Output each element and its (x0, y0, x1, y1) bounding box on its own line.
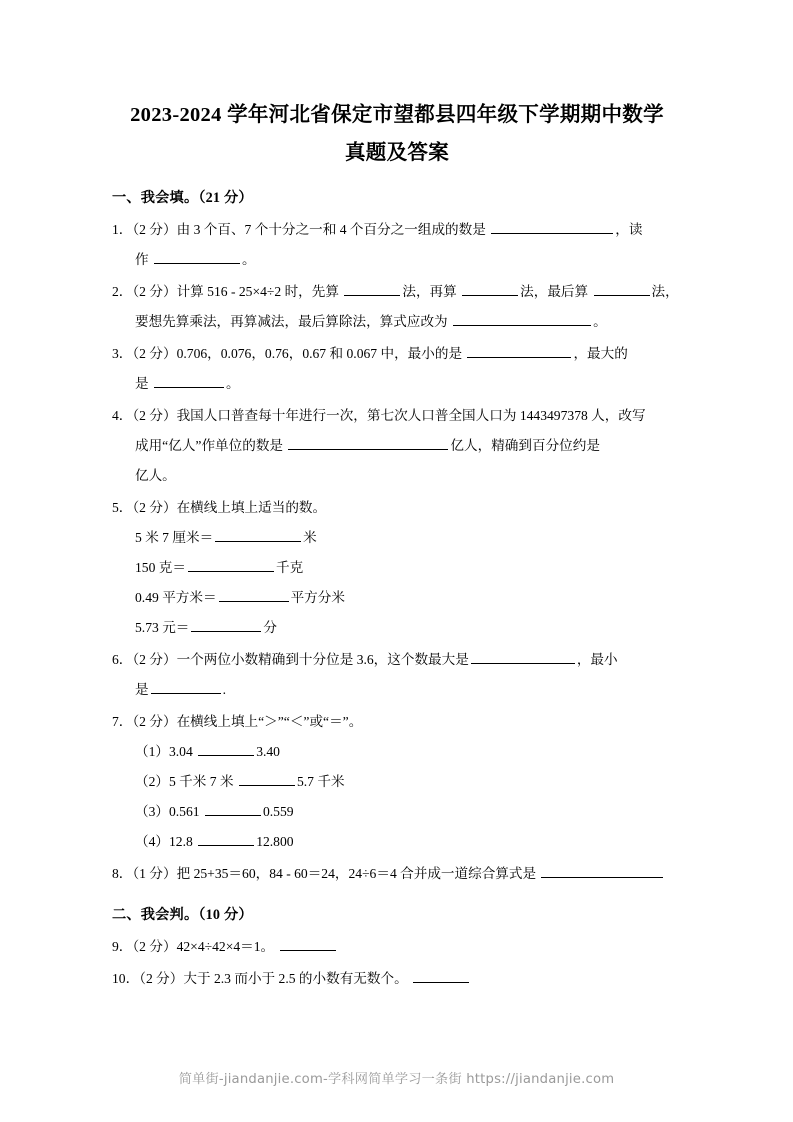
question-7-item-3-right: 0.559 (262, 804, 294, 819)
question-3-text-c: 是 (135, 376, 149, 391)
question-3-line-2 (112, 369, 682, 399)
answer-blank[interactable] (453, 313, 591, 327)
question-9 (112, 932, 682, 962)
question-6 (112, 645, 682, 705)
question-1-score: （2 分） (132, 222, 177, 237)
question-1-text-b: ，读 (615, 222, 643, 237)
question-9-number: 9． (112, 939, 133, 954)
question-5-item-2-right: 千克 (275, 560, 304, 575)
question-7 (112, 707, 682, 857)
question-4-score: （2 分） (132, 408, 177, 423)
question-8-score: （1 分） (132, 866, 177, 881)
question-1-text-d: 。 (242, 252, 256, 267)
question-2-score: （2 分） (132, 284, 177, 299)
question-5-item-2-left: 150 克＝ (135, 560, 186, 575)
answer-blank[interactable] (191, 619, 261, 633)
question-5-item-3 (112, 583, 682, 613)
question-3 (112, 339, 682, 399)
question-5-item-1-right: 米 (303, 530, 317, 545)
question-10-number: 10． (112, 971, 140, 986)
question-6-text-a: 一个两位小数精确到十分位是 3.6，这个数最大是 (176, 652, 469, 667)
question-2-line-2 (112, 307, 682, 337)
question-7-item-2-left: 5 千米 7 米 (168, 774, 234, 789)
question-7-item-4-left: 12.8 (168, 834, 193, 849)
question-10-score: （2 分） (139, 971, 184, 986)
question-7-item-1-left: 3.04 (168, 744, 193, 759)
question-5 (112, 493, 682, 643)
answer-blank[interactable] (188, 559, 274, 573)
question-3-text-d: 。 (226, 376, 240, 391)
answer-blank[interactable] (280, 938, 336, 952)
question-4-text-c: 亿人，精确到百分位约是 (450, 438, 600, 453)
question-2-text-b: 法，再算 (402, 284, 457, 299)
answer-blank[interactable] (491, 221, 613, 235)
question-6-text-d: . (222, 682, 226, 697)
question-7-item-2-label: （2） (135, 774, 169, 789)
question-3-number: 3． (112, 346, 133, 361)
question-7-item-3-left: 0.561 (168, 804, 200, 819)
question-6-score: （2 分） (132, 652, 177, 667)
answer-blank[interactable] (215, 529, 301, 543)
question-4-text-d: 亿人。 (135, 468, 176, 483)
answer-blank[interactable] (467, 345, 571, 359)
question-1 (112, 215, 682, 275)
question-1-text-c: 作 (135, 252, 149, 267)
question-5-item-3-right: 平方分米 (290, 590, 345, 605)
answer-blank[interactable] (198, 743, 254, 757)
answer-blank[interactable] (205, 803, 261, 817)
answer-blank[interactable] (594, 283, 650, 297)
question-5-item-3-left: 0.49 平方米＝ (135, 590, 217, 605)
question-4-line-2 (112, 431, 682, 461)
question-2 (112, 277, 682, 337)
question-7-item-4-label: （4） (135, 834, 169, 849)
footer-watermark: 简单街-jiandanjie.com-学科网简单学习一条街 https://jiandanjie.com (178, 1072, 615, 1087)
answer-blank[interactable] (239, 773, 295, 787)
section-heading-2: 二、我会判。（10 分） (112, 907, 253, 923)
question-2-text-c: 法，最后算 (520, 284, 589, 299)
question-2-text-e: 要想先算乘法，再算减法，最后算除法，算式应改为 (135, 314, 448, 329)
question-5-item-4-left: 5.73 元＝ (135, 620, 190, 635)
question-3-text-b: ，最大的 (573, 346, 628, 361)
answer-blank[interactable] (344, 283, 400, 297)
question-2-text-a: 计算 516 - 25×4÷2 时，先算 (176, 284, 339, 299)
answer-blank[interactable] (198, 833, 254, 847)
question-7-item-1-right: 3.40 (256, 744, 280, 759)
answer-blank[interactable] (413, 970, 469, 984)
question-7-item-4-right: 12.800 (256, 834, 294, 849)
question-2-number: 2． (112, 284, 133, 299)
question-4-text-b: 成用“亿人”作单位的数是 (135, 438, 284, 453)
question-4-line-3 (112, 461, 682, 491)
answer-blank[interactable] (288, 437, 448, 451)
question-4-number: 4． (112, 408, 133, 423)
answer-blank[interactable] (471, 651, 575, 665)
question-5-item-2 (112, 553, 682, 583)
question-7-number: 7． (112, 714, 133, 729)
question-8 (112, 859, 682, 889)
question-5-score: （2 分） (132, 500, 177, 515)
question-2-text-f: 。 (593, 314, 607, 329)
question-8-text-a: 把 25+35＝60，84 - 60＝24，24÷6＝4 合并成一道综合算式是 (176, 866, 537, 881)
question-10-text-a: 大于 2.3 而小于 2.5 的小数有无数个。 (183, 971, 408, 986)
question-5-text-a: 在横线上填上适当的数。 (176, 500, 327, 515)
question-4 (112, 401, 682, 491)
question-2-text-d: 法， (651, 284, 679, 299)
question-5-item-1-left: 5 米 7 厘米＝ (135, 530, 214, 545)
question-9-score: （2 分） (132, 939, 177, 954)
question-7-score: （2 分） (132, 714, 177, 729)
question-6-text-c: 是 (135, 682, 149, 697)
question-1-line-2 (112, 245, 682, 275)
question-7-item-2 (112, 767, 682, 797)
answer-blank[interactable] (151, 681, 221, 695)
question-5-number: 5． (112, 500, 133, 515)
question-6-number: 6． (112, 652, 133, 667)
question-5-item-1 (112, 523, 682, 553)
question-7-item-3 (112, 797, 682, 827)
question-8-number: 8． (112, 866, 133, 881)
page-title (112, 96, 682, 172)
question-7-item-1-label: （1） (135, 744, 169, 759)
question-7-item-2-right: 5.7 千米 (296, 774, 345, 789)
question-10 (112, 964, 682, 994)
question-3-score: （2 分） (132, 346, 177, 361)
question-1-number: 1． (112, 222, 133, 237)
question-7-item-3-label: （3） (135, 804, 169, 819)
question-1-text-a: 由 3 个百、7 个十分之一和 4 个百分之一组成的数是 (176, 222, 486, 237)
question-7-item-4 (112, 827, 682, 857)
question-7-text-a: 在横线上填上“＞”“＜”或“＝”。 (176, 714, 363, 729)
answer-blank[interactable] (154, 251, 240, 265)
answer-blank[interactable] (219, 589, 289, 603)
question-6-text-b: ，最小 (576, 652, 618, 667)
question-5-item-4 (112, 613, 682, 643)
page-title-line-1: 2023-2024 学年河北省保定市望都县四年级下学期期中数学 (130, 104, 664, 126)
question-3-text-a: 0.706，0.076，0.76，0.67 和 0.067 中，最小的是 (176, 346, 463, 361)
answer-blank[interactable] (154, 375, 224, 389)
question-7-item-1 (112, 737, 682, 767)
document-page (112, 0, 682, 1122)
question-9-text-a: 42×4÷42×4＝1。 (176, 939, 275, 954)
page-title-line-2: 真题及答案 (345, 142, 449, 164)
question-6-line-2 (112, 675, 682, 705)
question-5-item-4-right: 分 (263, 620, 277, 635)
answer-blank[interactable] (541, 865, 663, 879)
section-heading-1: 一、我会填。（21 分） (112, 190, 253, 206)
answer-blank[interactable] (462, 283, 518, 297)
question-4-text-a: 我国人口普查每十年进行一次，第七次人口普全国人口为 1443497378 人，改写 (176, 408, 646, 423)
